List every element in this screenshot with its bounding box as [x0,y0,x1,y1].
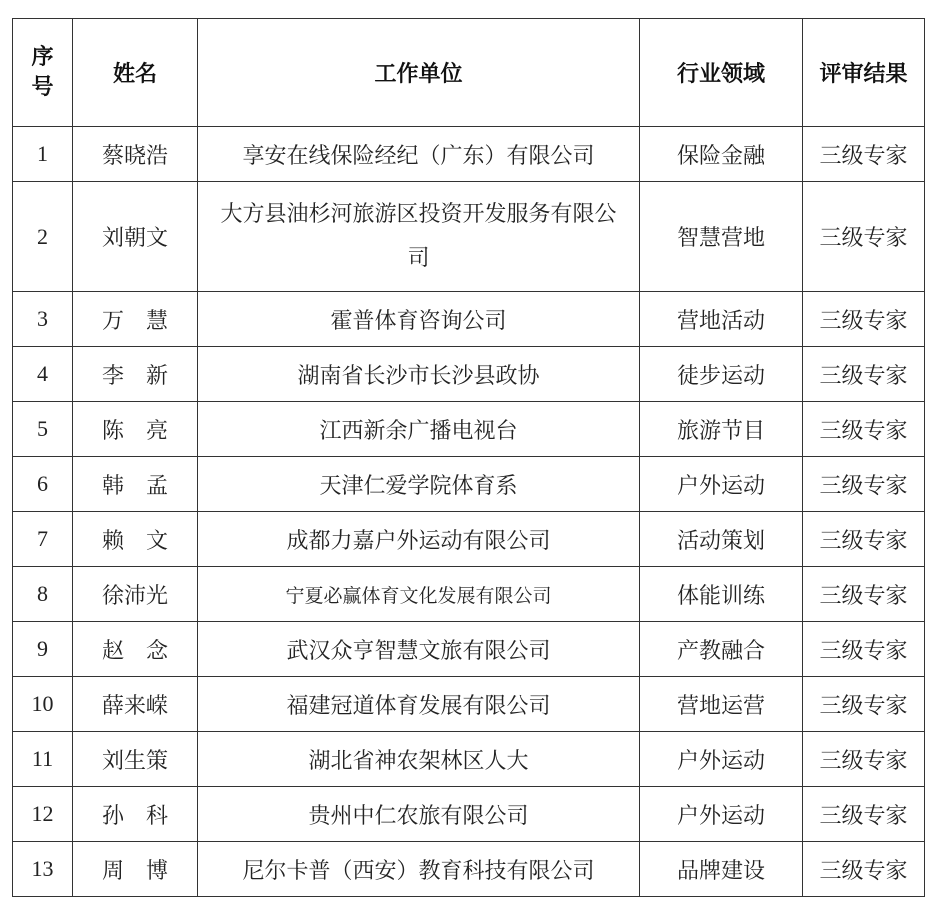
cell-field: 保险金融 [640,127,803,182]
cell-result: 三级专家 [803,402,925,457]
cell-name: 万 慧 [73,292,198,347]
header-field: 行业领域 [640,19,803,127]
table-row [13,347,925,402]
cell-org: 湖北省神农架林区人大 [198,732,640,787]
expert-review-table [12,18,925,897]
cell-org: 天津仁爱学院体育系 [198,457,640,512]
cell-org: 江西新余广播电视台 [198,402,640,457]
cell-org: 贵州中仁农旅有限公司 [198,787,640,842]
table-row [13,842,925,897]
table-row [13,732,925,787]
cell-result: 三级专家 [803,622,925,677]
cell-name: 孙 科 [73,787,198,842]
cell-field: 产教融合 [640,622,803,677]
cell-result: 三级专家 [803,292,925,347]
cell-org: 成都力嘉户外运动有限公司 [198,512,640,567]
cell-field: 户外运动 [640,732,803,787]
cell-result: 三级专家 [803,567,925,622]
cell-name: 周 博 [73,842,198,897]
cell-field: 体能训练 [640,567,803,622]
cell-result: 三级专家 [803,787,925,842]
cell-org: 武汉众亨智慧文旅有限公司 [198,622,640,677]
cell-result: 三级专家 [803,347,925,402]
cell-result: 三级专家 [803,842,925,897]
cell-org: 湖南省长沙市长沙县政协 [198,347,640,402]
table-row [13,127,925,182]
header-name: 姓名 [73,19,198,127]
cell-org: 福建冠道体育发展有限公司 [198,677,640,732]
cell-seq: 7 [13,512,73,567]
cell-field: 活动策划 [640,512,803,567]
cell-field: 徒步运动 [640,347,803,402]
cell-seq: 13 [13,842,73,897]
cell-name: 徐沛光 [73,567,198,622]
cell-field: 户外运动 [640,457,803,512]
cell-name: 薛来嵘 [73,677,198,732]
cell-seq: 11 [13,732,73,787]
cell-seq: 5 [13,402,73,457]
cell-org: 尼尔卡普（西安）教育科技有限公司 [198,842,640,897]
cell-result: 三级专家 [803,457,925,512]
cell-name: 刘生策 [73,732,198,787]
cell-seq: 12 [13,787,73,842]
cell-name: 陈 亮 [73,402,198,457]
cell-org: 享安在线保险经纪（广东）有限公司 [198,127,640,182]
header-org: 工作单位 [198,19,640,127]
table-row [13,677,925,732]
cell-seq: 4 [13,347,73,402]
cell-seq: 8 [13,567,73,622]
cell-result: 三级专家 [803,182,925,292]
cell-seq: 3 [13,292,73,347]
cell-org: 宁夏必赢体育文化发展有限公司 [198,567,640,622]
cell-seq: 10 [13,677,73,732]
cell-field: 智慧营地 [640,182,803,292]
header-seq [13,19,73,127]
header-seq-line: 号 [31,74,54,100]
table-row [13,787,925,842]
cell-seq: 6 [13,457,73,512]
cell-result: 三级专家 [803,732,925,787]
cell-result: 三级专家 [803,512,925,567]
table-row [13,402,925,457]
table-row [13,512,925,567]
table-row [13,457,925,512]
cell-field: 旅游节目 [640,402,803,457]
cell-name: 李 新 [73,347,198,402]
cell-org: 大方县油杉河旅游区投资开发服务有限公司 [198,182,640,292]
cell-field: 营地运营 [640,677,803,732]
cell-field: 户外运动 [640,787,803,842]
cell-name: 蔡晓浩 [73,127,198,182]
cell-result: 三级专家 [803,127,925,182]
table-row [13,622,925,677]
cell-field: 品牌建设 [640,842,803,897]
cell-seq: 2 [13,182,73,292]
cell-result: 三级专家 [803,677,925,732]
table-row [13,292,925,347]
cell-seq: 9 [13,622,73,677]
cell-name: 赖 文 [73,512,198,567]
cell-name: 刘朝文 [73,182,198,292]
header-result: 评审结果 [803,19,925,127]
header-seq-line: 序 [31,44,54,70]
cell-name: 赵 念 [73,622,198,677]
table-row [13,182,925,292]
table-row [13,567,925,622]
header-row [13,19,925,127]
cell-seq: 1 [13,127,73,182]
cell-org: 霍普体育咨询公司 [198,292,640,347]
cell-name: 韩 孟 [73,457,198,512]
cell-field: 营地活动 [640,292,803,347]
